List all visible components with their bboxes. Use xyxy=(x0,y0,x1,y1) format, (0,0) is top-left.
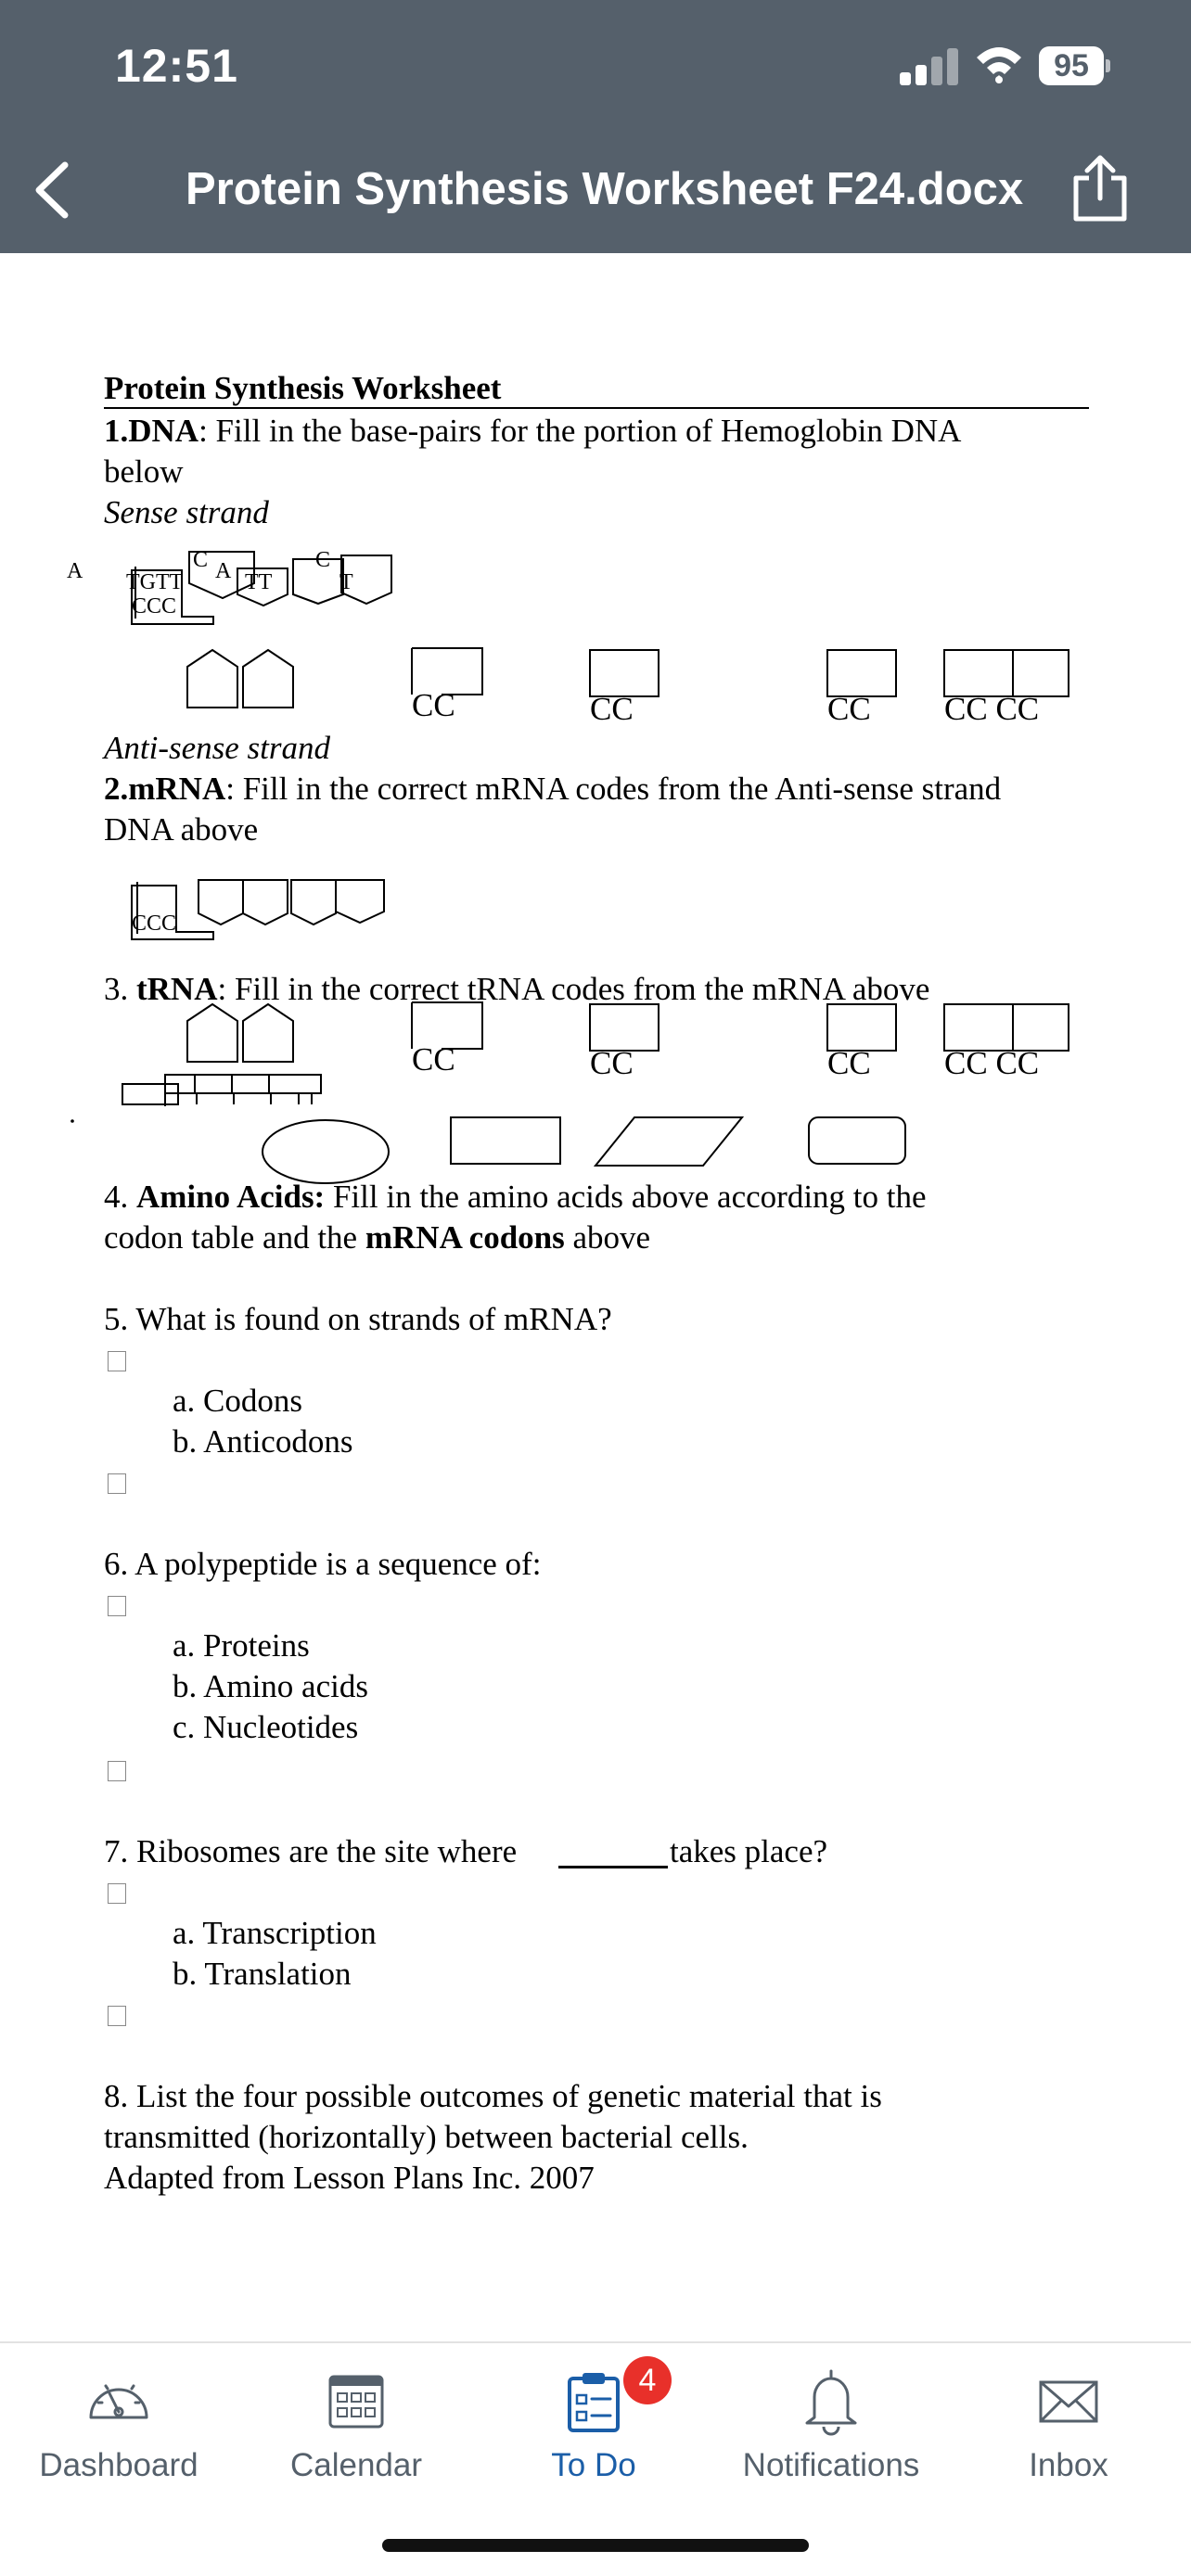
tab-inbox[interactable] xyxy=(950,2343,1187,2510)
amino-acid-parallelogram xyxy=(596,1117,742,1166)
shape-letter: TGTT xyxy=(126,570,184,594)
cellular-signal-icon xyxy=(900,48,959,85)
question-1-line1 xyxy=(104,411,961,452)
trna-comb xyxy=(165,1075,321,1093)
checkbox[interactable] xyxy=(108,1351,126,1371)
q3-text: : Fill in the correct tRNA codes from the mRNA above xyxy=(217,971,930,1007)
status-time: 12:51 xyxy=(115,40,238,92)
question-4-line2 xyxy=(104,1218,650,1258)
trna-cc-label: CC xyxy=(412,1041,455,1078)
title-rule xyxy=(104,407,1089,409)
worksheet-shapes xyxy=(0,253,1191,2341)
bell-icon xyxy=(794,2364,868,2438)
q4-text: Fill in the amino acids above according to the xyxy=(325,1179,927,1215)
checkbox[interactable] xyxy=(108,1473,126,1494)
document-title: Protein Synthesis Worksheet F24.docx xyxy=(186,164,1024,214)
trna-cc-label: CC xyxy=(590,1045,634,1081)
mrna-shape xyxy=(243,880,288,925)
mrna-shape xyxy=(198,880,243,925)
checkbox[interactable] xyxy=(108,1761,126,1781)
checkbox[interactable] xyxy=(108,1596,126,1616)
checkbox[interactable] xyxy=(108,1883,126,1904)
q3-number: 3. xyxy=(104,971,136,1007)
q4-text-post: above xyxy=(564,1219,651,1256)
question-6: 6. A polypeptide is a sequence of: xyxy=(104,1546,542,1582)
shape-letter: TT xyxy=(245,570,273,594)
q1-label: 1.DNA xyxy=(104,413,199,449)
shape-letter: T xyxy=(339,570,353,594)
question-1-line2: below xyxy=(104,453,184,490)
mrna-shape xyxy=(291,880,336,925)
q4-text-bold: mRNA codons xyxy=(365,1219,565,1256)
cc-label: CC CC xyxy=(944,691,1040,727)
todo-badge: 4 xyxy=(623,2356,672,2404)
todo-clipboard-icon xyxy=(557,2364,631,2438)
q5-option-a: a. Codons xyxy=(173,1383,302,1419)
wifi-icon xyxy=(973,43,1025,85)
worksheet-title: Protein Synthesis Worksheet xyxy=(104,370,502,406)
question-7-post: takes place? xyxy=(670,1833,828,1869)
document-viewer[interactable] xyxy=(0,253,1191,2341)
amino-acid-rectangle xyxy=(451,1117,560,1164)
question-2-line1 xyxy=(104,769,1001,810)
tab-calendar[interactable] xyxy=(237,2343,475,2510)
shape-letter: CCC xyxy=(132,594,177,618)
mrna-letters: CCC xyxy=(132,912,177,936)
question-3 xyxy=(104,969,929,1010)
pentagon-shape xyxy=(243,650,293,708)
tab-label: To Do xyxy=(551,2447,636,2483)
cc-label: CC xyxy=(412,687,455,723)
trna-cc-label: CC xyxy=(827,1045,871,1081)
battery-icon xyxy=(1039,46,1109,85)
calendar-icon xyxy=(319,2364,393,2438)
back-button[interactable] xyxy=(28,158,80,223)
question-8-line2: transmitted (horizontally) between bacterial cells. xyxy=(104,2119,749,2155)
checkbox[interactable] xyxy=(108,2006,126,2026)
question-7-pre: 7. Ribosomes are the site where xyxy=(104,1833,518,1869)
q2-label: 2.mRNA xyxy=(104,771,226,807)
q6-option-c: c. Nucleotides xyxy=(173,1709,359,1745)
q6-option-a: a. Proteins xyxy=(173,1627,310,1664)
envelope-icon xyxy=(1031,2364,1106,2438)
question-5: 5. What is found on strands of mRNA? xyxy=(104,1301,612,1337)
pentagon-shape xyxy=(187,650,237,708)
q4-number: 4. xyxy=(104,1179,136,1215)
pentagon-shape xyxy=(187,1004,237,1062)
amino-acid-oval xyxy=(263,1120,389,1183)
question-4-line1 xyxy=(104,1177,927,1218)
q5-option-b: b. Anticodons xyxy=(173,1423,353,1460)
tab-label: Dashboard xyxy=(39,2447,198,2483)
mrna-shape xyxy=(336,880,384,923)
tab-label: Notifications xyxy=(742,2447,920,2483)
battery-level: 95 xyxy=(1039,46,1104,85)
tab-label: Inbox xyxy=(1029,2447,1108,2483)
q7-option-b: b. Translation xyxy=(173,1956,352,1992)
tab-todo[interactable] xyxy=(475,2343,712,2510)
app-header xyxy=(0,0,1191,253)
tab-notifications[interactable] xyxy=(712,2343,950,2510)
dashboard-gauge-icon xyxy=(82,2364,156,2438)
tab-dashboard[interactable] xyxy=(0,2343,237,2510)
q4-label: Amino Acids: xyxy=(136,1179,326,1215)
q6-option-b: b. Amino acids xyxy=(173,1668,368,1704)
anti-sense-strand-label: Anti-sense strand xyxy=(104,730,331,766)
trna-cc-label: CC CC xyxy=(944,1045,1040,1081)
question-2-line2: DNA above xyxy=(104,811,259,848)
q7-option-a: a. Transcription xyxy=(173,1915,377,1951)
trna-comb-dividers xyxy=(195,1075,269,1093)
shape-letter: C xyxy=(193,548,209,572)
amino-acid-rounded-rect xyxy=(809,1117,905,1164)
sense-strand-label: Sense strand xyxy=(104,494,269,530)
q3-label: tRNA xyxy=(136,971,218,1007)
q1-text: : Fill in the base-pairs for the portion of Hemoglobin DNA xyxy=(198,413,962,449)
shape-letter: C xyxy=(315,548,331,572)
share-button[interactable] xyxy=(1069,154,1132,224)
question-8-line1: 8. List the four possible outcomes of genetic material that is xyxy=(104,2078,882,2114)
pentagon-shape xyxy=(243,1004,293,1062)
trna-comb xyxy=(122,1084,178,1104)
home-indicator[interactable] xyxy=(382,2539,809,2552)
cc-label: CC xyxy=(590,691,634,727)
shape-letter: A xyxy=(215,559,232,583)
attribution: Adapted from Lesson Plans Inc. 2007 xyxy=(104,2160,595,2196)
strand-marker-a: A xyxy=(67,559,83,583)
stray-dot xyxy=(70,1119,74,1123)
fill-in-blank xyxy=(558,1866,668,1868)
cc-label: CC xyxy=(827,691,871,727)
trna-comb-teeth xyxy=(165,1093,312,1106)
q2-text: : Fill in the correct mRNA codes from the Anti-sense strand xyxy=(225,771,1002,807)
tab-label: Calendar xyxy=(289,2447,423,2483)
q4-text-pre: codon table and the xyxy=(104,1219,365,1256)
